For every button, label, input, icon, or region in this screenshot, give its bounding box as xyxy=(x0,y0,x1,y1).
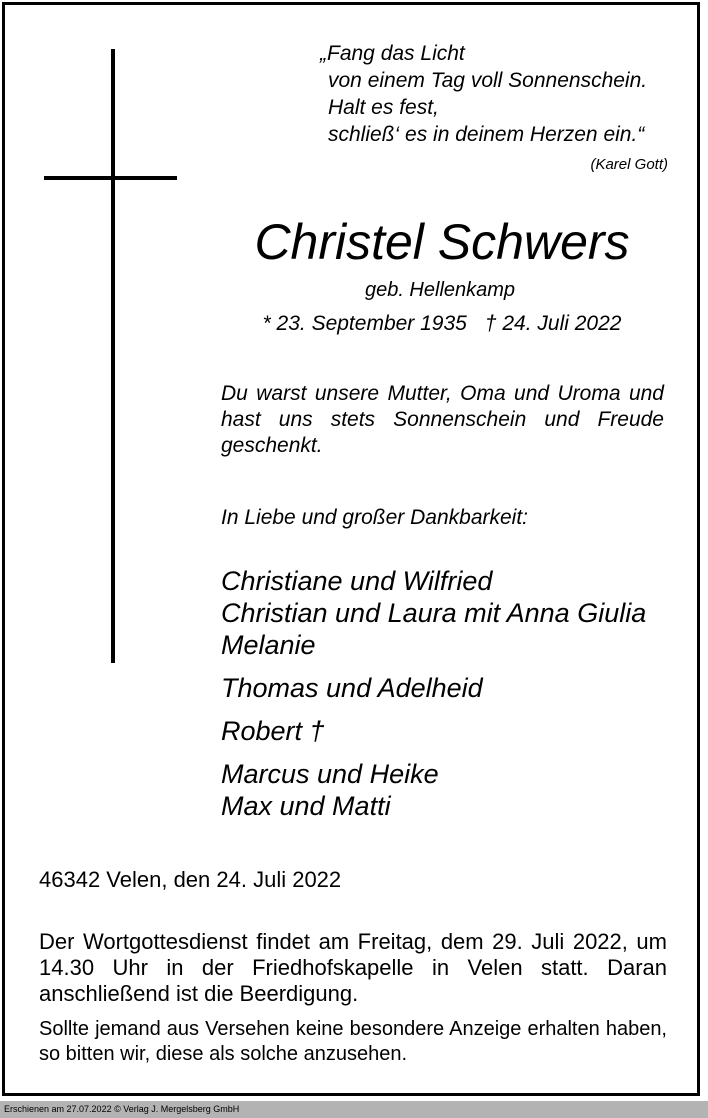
birth-date: * 23. September 1935 xyxy=(262,312,467,335)
service-info: Der Wortgottesdienst findet am Freitag, dem 29. Juli 2022, um 14.30 Uhr in der Friedhofskapelle in Velen statt. Daran anschließend ist die Beerdigung. xyxy=(39,929,667,1006)
family-member: Christian und Laura mit Anna Giulia xyxy=(221,598,647,628)
cross-horizontal-bar xyxy=(44,176,177,180)
family-group xyxy=(221,758,646,822)
maiden-name: geb. Hellenkamp xyxy=(364,279,516,301)
family-group xyxy=(221,565,646,661)
life-dates xyxy=(200,311,684,337)
family-member: Thomas und Adelheid xyxy=(221,673,483,703)
quote-author: (Karel Gott) xyxy=(590,156,668,173)
place-date: 46342 Velen, den 24. Juli 2022 xyxy=(39,867,342,892)
family-member: Robert † xyxy=(221,716,325,746)
tribute-text: Du warst unsere Mutter, Oma und Uroma und hast uns stets Sonnenschein und Freude geschenkt. xyxy=(221,382,664,457)
quote-line: Halt es fest, xyxy=(328,96,439,119)
death-date: † 24. Juli 2022 xyxy=(484,312,622,335)
family-group xyxy=(221,672,646,704)
family-member: Melanie xyxy=(221,630,316,660)
footer-bar: Erschienen am 27.07.2022 © Verlag J. Mergelsberg GmbH xyxy=(0,1101,708,1118)
quote-line: „Fang das Licht xyxy=(320,42,465,65)
deceased-name: Christel Schwers xyxy=(254,214,630,270)
family-list xyxy=(221,565,646,833)
quote-line: schließ‘ es in deinem Herzen ein.“ xyxy=(328,123,645,146)
family-member: Marcus und Heike xyxy=(221,759,439,789)
family-member: Christiane und Wilfried xyxy=(221,566,493,596)
cross-vertical-bar xyxy=(111,49,115,663)
quote xyxy=(320,40,647,148)
family-group xyxy=(221,715,646,747)
thanks-line: In Liebe und großer Dankbarkeit: xyxy=(221,506,529,529)
quote-line: von einem Tag voll Sonnenschein. xyxy=(328,69,648,92)
notice-text: Sollte jemand aus Versehen keine besondere Anzeige erhalten haben, so bitten wir, diese als solche anzusehen. xyxy=(39,1018,667,1065)
family-member: Max und Matti xyxy=(221,791,391,821)
